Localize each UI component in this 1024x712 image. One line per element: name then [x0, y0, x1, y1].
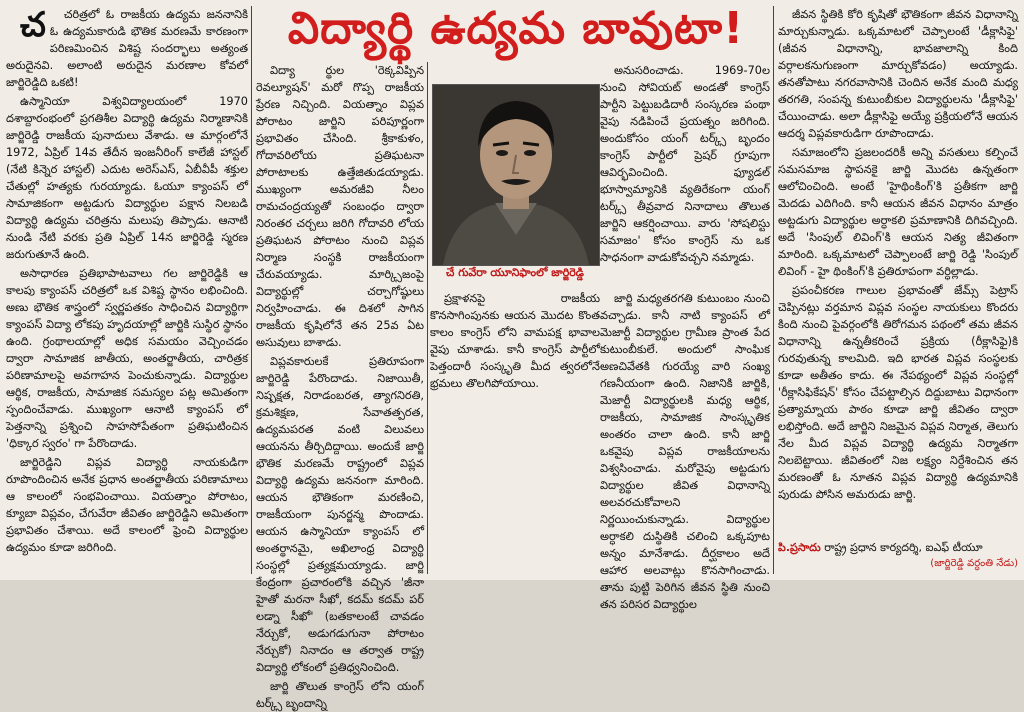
paragraph: జీవన స్థితికి కోరి కృషితో భౌతికంగా జీవన విధానాన్ని మార్చుకున్నాడు. ఒక్కమాటలో చెప్పాలంటే 'డీక్లాసిఫై' (జీవన విధానాన్ని, భావజాలాన్ని కింది వర్గాలకనుగుణంగా మార్చుకోవడం) అయ్యాడు. తనతోపాటు నగరవాసానికి చెందిన అనేక మంది మధ్య తరగతి, సంపన్న కుటుంబీకుల విద్యార్థులను 'డీక్లాసిఫై' చేయించాడు. అలా డీక్లాసిఫై అయ్యే ప్రక్రియలోనే ఆయన ఆదర్శ విప్లవకారుడిగా రూపొందాడు.	[778, 8, 1018, 140]
author-byline	[778, 540, 1018, 572]
article-column-2	[256, 62, 424, 710]
author-role: రాష్ట్ర ప్రధాన కార్యదర్శి, ఐఎఫ్ టీయూ	[824, 541, 983, 554]
author-name: పి.ప్రసాదు	[778, 541, 821, 554]
byline-note: (జార్జిరెడ్డి వర్ధంతి నేడు)	[930, 558, 1018, 569]
paragraph: ప్రపంచీకరణ గాలుల ప్రభావంతో జేమ్స్ పెట్రాస్ చెప్పినట్లు వర్తమాన విప్లవ సంస్థల నాయకులు కొందరు కింది నుంచి పైవర్గంలోకి తిరోగమన పథంలో తమ జీవన విధానాన్ని ఉన్నతీకరించే ప్రక్రియ (రీక్లాసిఫై)కి గురవుతున్న కాలమిది. ఇది భారత విప్లవ సంస్థలకు కూడా అతీతం కాదు. ఈ నేపథ్యంలో విప్లవ సంస్థల్లో 'రీక్లాసిఫికేషన్' కోసం చేపట్టాల్సిన దిద్దుబాటు విధానంగా ప్రత్యామ్నాయ పాఠం కూడా జార్జి జీవితం ద్వారా లభిస్తోంది. అదే జార్జిని నిజమైన విప్లవ నిర్మాత, తెలుగు నేల మీద విప్లవ విద్యార్థి ఉద్యమ నిర్మాతగా నిలబెట్టాయి. జీవితంలో నిజ లక్ష్యం నిర్దేశించిన తన మరణంతో ఓ నూతన విప్లవ విద్యార్థి ఉద్యమానికి పురుడు పోసిన అమరుడు జార్జి.	[778, 284, 1018, 501]
portrait-image	[433, 85, 599, 265]
column-divider	[427, 62, 428, 574]
paragraph: అసాధారణ ప్రతిభాపాటవాలు గల జార్జిరెడ్డికి ఆ కాలపు క్యాంపస్ చరిత్రలో ఒక విశిష్ట స్థానం లభించింది. అణు భౌతిక శాస్త్రంలో స్వర్ణపతకం సాధించిన విద్యార్థిగా క్యాంపస్ విద్యా లోకపు హృదయాల్లో జార్జికి సుస్థిర స్థానం ఉంది. గ్రంథాలయాల్లో అధిక సమయం వెచ్చించడం ద్వారా సామాజిక జాతీయ, అంతర్జాతీయ, చారిత్రక పరిణామాలపై అవగాహన పెంచుకున్నాడు. విద్యార్థుల ఆర్థిక, రాజకీయ, సామాజిక సమస్యల పట్ల అమితంగా స్పందించేవాడు. ముఖ్యంగా ఆనాటి క్యాంపస్ లో పెత్తనాన్ని ప్రశ్నించి సాహసోపేతంగా ప్రతిఘటించిన 'ధిక్కార స్వరం' గా పేరొందాడు.	[6, 267, 248, 450]
column-divider	[251, 6, 252, 574]
article-column-3-bottom	[600, 290, 770, 611]
article-column-3	[430, 290, 600, 574]
paragraph: విప్లవకారులకే ప్రతిరూపంగా జార్జిరెడ్డి పేరొందాడు. నిజాయితీ, నిష్పక్షత, నిరాడంబరత, త్యాగనిరతి, క్రమశిక్షణ, సేవాతత్పరత, ఉద్యమపరత వంటి విలువలు ఆయనను తీర్చిదిద్దాయి. అందుకే జార్జి భౌతిక మరణమే రాష్ట్రంలో విప్లవ విద్యార్థి ఉద్యమ జననంగా మారింది. ఆయన భౌతికంగా మరణించి, రాజకీయంగా పునర్జన్మ పొందాడు. ఆయన ఉస్మానియా క్యాంపస్ లో అంతర్థానమై, అఖిలాంధ్ర విద్యార్థి సంస్థల్లో ప్రత్యక్షమయ్యాడు. జార్జి కేంద్రంగా ప్రచారంలోకి వచ్చిన 'జీనా హైతో మరనా సీఖో, కదమ్ కదమ్ పర్ లడ్నా సీఖో' (బతకాలంటే చావడం నేర్చుకో, అడుగడుగునా పోరాటం నేర్చుకో) నినాదం ఆ తర్వాత రాష్ట్ర విద్యార్థి లోకంలో ప్రతిధ్వనించింది.	[256, 355, 424, 674]
paragraph: జార్జి తొలుత కాంగ్రెస్ లోని యంగ్ టర్క్స్ బృందాన్ని	[256, 680, 424, 710]
paragraph: ప్రక్షాళనపై రాజకీయ కొనసాగింపునకు ఆయన మొదట కొంత కాలం కాంగ్రెస్ లోని వామపక్ష భావాల వైపు చూశాడు. కానీ కాంగ్రెస్ పార్టీలో పెత్తందారీ సంస్కృతి మీద త్వరలోనే భ్రమలు తొలగిపోయాయి.	[430, 292, 600, 390]
paragraph: జార్జి మధ్యతరగతి కుటుంబం నుంచి వచ్చాడు. కానీ నాటి క్యాంపస్ లో మెజార్టీ విద్యార్థుల గ్రామీణ ప్రాంత పేద కుటుంబీకులే. అందులో సాంఘిక అణచివేతకి గురయ్యే వారి సంఖ్య గణనీయంగా ఉంది. నిజానికి జార్జికి, మెజార్టీ విద్యార్థులకి మధ్య ఆర్థిక, రాజకీయ, సామాజిక సాంస్కృతిక అంతరం చాలా ఉంది. కానీ జార్జి ఒకవైపు విప్లవ రాజకీయాలను విశ్వసించాడు. మరోవైపు అట్టడుగు విద్యార్థుల జీవిత విధానాన్ని అలవరచుకోవాలని నిర్ణయించుకున్నాడు. విద్యార్థుల అర్ధాకలి దుస్థితికి చలించి ఒక్కపూట అన్నం మానేశాడు. దీర్ఘకాలం అదే ఆహార అలవాట్లు కొనసాగించాడు. తాను పుట్టి పెరిగిన జీవన స్థితి నుంచి తన పరిసర విద్యార్థుల	[600, 292, 770, 611]
paragraph: సమాజంలోని ప్రజలందరికీ అన్ని వసతులు కల్పించే సమసమాజ స్థాపనకై జార్జి మొదట ఉన్నతంగా ఆలోచించింది. అంటే 'హైథింకింగ్'కి ప్రతీకగా జార్జి మెదడు ఎదిగింది. కానీ ఆయన జీవన విధానం మాత్రం అట్టడుగు విద్యార్థుల అర్ధాకలి ప్రమాణానికి దిగివచ్చింది. అదే 'సింపుల్ లివింగ్'కి ఆయన నిత్య జీవితంగా మారింది. ఒక్కమాటలో చెప్పాలంటే జార్జి రెడ్డి 'సింపుల్ లివింగ్ - హై థింకింగ్'కి ప్రతిరూపంగా వర్ధిల్లాడు.	[778, 146, 1018, 278]
paragraph: ఉస్మానియా విశ్వవిద్యాలయంలో 1970 దశాబ్దారంభంలో ప్రగతిశీల విద్యార్థి ఉద్యమ నిర్మాణానికి జార్జిరెడ్డి రాజకీయ పునాదులు వేశాడు. ఆ మార్గంలోనే 1972, ఏప్రిల్ 14వ తేదీన ఇంజనీరింగ్ కాలేజీ హాస్టల్ (నేటి కిన్నెర హాస్టల్) ఎదుట అరెస్ఎస్, ఏబీవీపీ శక్తుల చేతుల్లో హత్యకు గురయ్యాడు. ఓయూ క్యాంపస్ లో సామాజికంగా అట్టడుగు విద్యార్థుల పక్షాన నిలబడి విద్యార్థి ఉద్యమ చరిత్రను మలుపు తిప్పాడు. ఆనాటి నుండి నేటి వరకు ప్రతి ఏప్రిల్ 14న జార్జిరెడ్డి స్మరణ జరుగుతూనే ఉంది.	[6, 95, 248, 261]
paragraph: చ చరిత్రలో ఓ రాజకీయ ఉద్యమ జననానికి ఓ ఉద్యమకారుడి భౌతిక మరణమే కారణంగా పరిణమించిన విశిష్ట సందర్భాలు అత్యంత అరుదైనవి. అలాంటి అరుదైన మరణాల కోవలో జార్జిరెడ్డిది ఒకటి!	[6, 5, 248, 89]
photo-caption: చే గువేరా యూనిఫాంలో జార్జిరెడ్డి	[446, 266, 584, 279]
drop-cap: చ	[20, 5, 46, 45]
paragraph: అనుసరించాడు. 1969-70ల నుంచి సోవియట్ అండతో కాంగ్రెస్ పార్టీని పెట్టుబడిదారీ సంస్కరణ పంథా వైపు నడిపించే ప్రయత్నం జరిగింది. అందుకోసం యంగ్ టర్క్స్ బృందం కాంగ్రెస్ పార్టీలో ప్రెషర్ గ్రూపుగా ఆవిర్భవించింది. ఫ్యూడల్ భూస్వామ్యానికి వ్యతిరేకంగా యంగ్ టర్క్స్ తీవ్రవాద నినాదాలు తొలుత జార్జిని ఆకర్షించాయి. వారు 'సోషలిస్టు సమాజం' కోసం కాంగ్రెస్ ను ఒక సాధనంగా వాడుకోవచ్చని నమ్మాడు.	[600, 64, 770, 264]
column-divider	[773, 6, 774, 574]
article-column-1	[6, 6, 248, 574]
headline: విద్యార్థి ఉద్యమ బావుటా!	[287, 3, 745, 54]
article-column-4	[778, 6, 1018, 512]
portrait-photo	[432, 84, 600, 266]
paragraph: విద్యా ర్థుల 'రెక్కవిప్పిన రెవల్యూషన్' మరో గొప్ప రాజకీయ ప్రేరణ నిచ్చింది. వియత్నాం విప్లవ పోరాటం జార్జిని పరిపూర్ణంగా ప్రభావితం చేసింది. శ్రీకాకుళం, గోదావరిలోయ ప్రతిఘటనా పోరాటాలకు ఉత్తేజితుడయ్యాడు. ముఖ్యంగా అమరజీవి నీలం రామచంద్రయ్యతో సంబంధం ద్వారా నిరంతర చర్చలు జరిగి గోదావరి లోయ ప్రతిఘటన పోరాటం నుంచి విప్లవ నిర్మాణ సంస్థకి రాజకీయంగా చేరువయ్యాడు. మార్క్సిజంపై విద్యార్థుల్లో చర్చాగోష్ఠులు నిర్వహించాడు. ఈ దిశలో సాగిన రాజకీయ కృషిలోనే తన 25వ ఏట అసువులు బాశాడు.	[256, 64, 424, 349]
paragraph: జార్జిరెడ్డిని విప్లవ విద్యార్థి నాయకుడిగా రూపొందించిన అనేక ప్రధాన అంతర్జాతీయ పరిణామాలు ఆ కాలంలో సంభవించాయి. వియత్నాం పోరాటం, క్యూబా విప్లవం, చేగువేరా జీవితం జార్జిరెడ్డిని అమితంగా ప్రభావితం చేశాయి. అదే కాలంలో ఫ్రెంచి విద్యార్థుల ఉద్యమం కూడా జరిగింది.	[6, 456, 248, 554]
article-column-3-top	[600, 62, 770, 290]
